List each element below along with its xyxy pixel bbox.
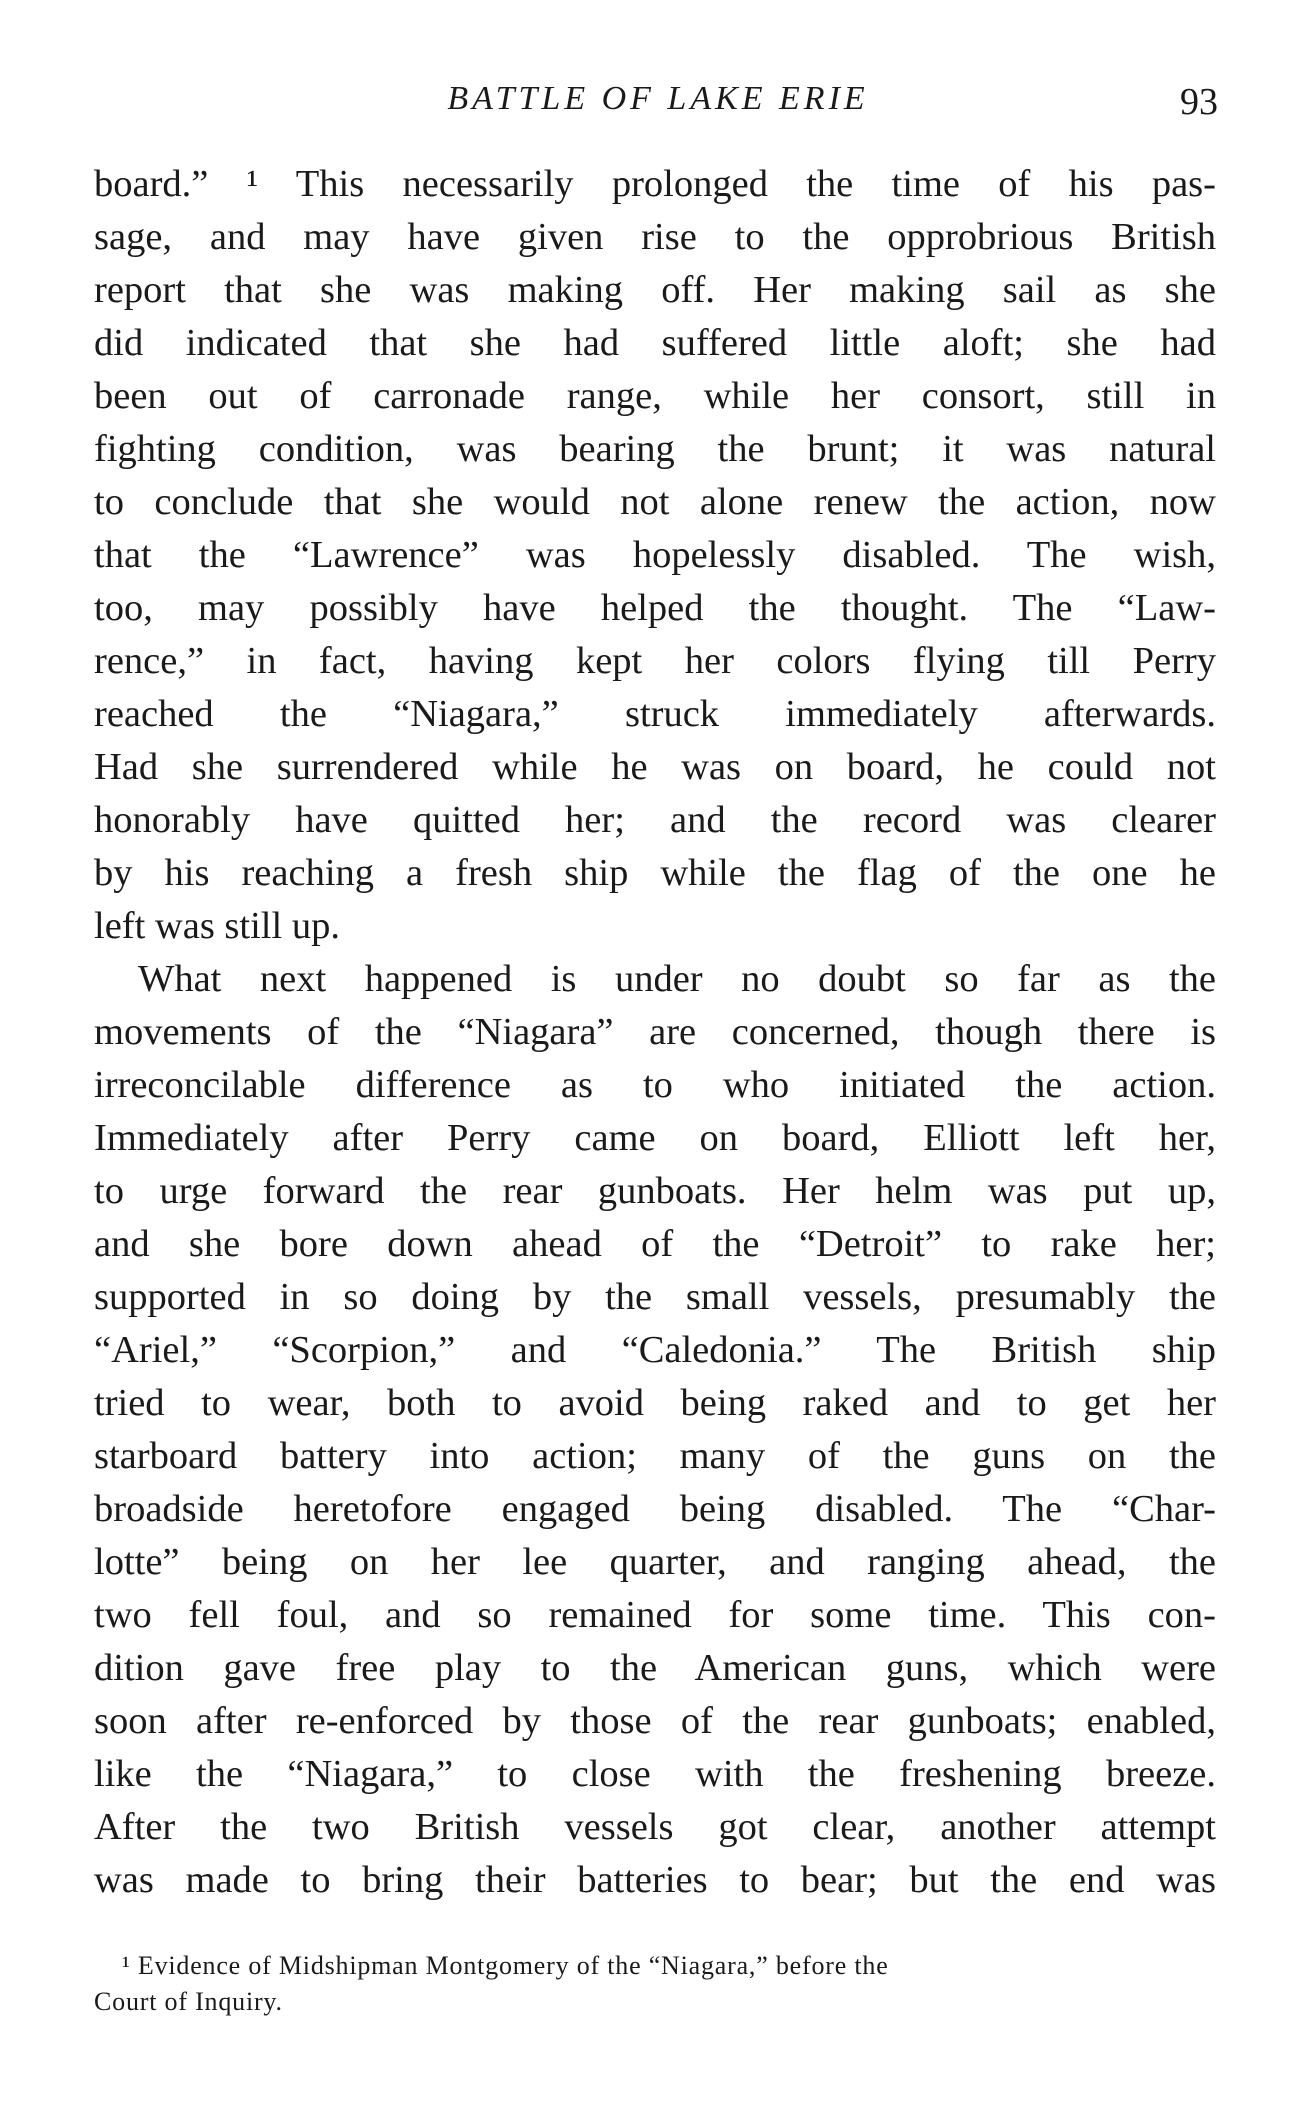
text-line: Immediately after Perry came on board, Elliott left her,: [94, 1117, 1216, 1159]
text-line: did indicated that she had suffered little aloft; she had: [94, 322, 1216, 364]
text-line: fighting condition, was bearing the brunt; it was natural: [94, 428, 1216, 470]
text-line: Had she surrendered while he was on board, he could not: [94, 746, 1216, 788]
text-line: What next happened is under no doubt so far as the: [138, 958, 1216, 1000]
text-line: report that she was making off. Her making sail as she: [94, 269, 1216, 311]
text-line: tried to wear, both to avoid being raked and to get her: [94, 1382, 1216, 1424]
text-line: lotte” being on her lee quarter, and ranging ahead, the: [94, 1541, 1216, 1583]
text-line: rence,” in fact, having kept her colors flying till Perry: [94, 640, 1216, 682]
text-line: supported in so doing by the small vessels, presumably the: [94, 1276, 1216, 1318]
running-title: BATTLE OF LAKE ERIE: [447, 80, 869, 117]
text-line: left was still up.: [94, 905, 340, 947]
text-line: starboard battery into action; many of the guns on the: [94, 1435, 1216, 1477]
text-line: to conclude that she would not alone renew the action, now: [94, 481, 1216, 523]
text-line: too, may possibly have helped the thought. The “Law-: [94, 587, 1216, 629]
text-line: board.” ¹ This necessarily prolonged the time of his pas-: [94, 163, 1216, 205]
text-line: soon after re-enforced by those of the rear gunboats; enabled,: [94, 1700, 1216, 1742]
text-line: dition gave free play to the American guns, which were: [94, 1647, 1216, 1689]
text-line: like the “Niagara,” to close with the freshening breeze.: [94, 1753, 1216, 1795]
footnote: [94, 1948, 1216, 2020]
text-line: honorably have quitted her; and the record was clearer: [94, 799, 1216, 841]
text-line: to urge forward the rear gunboats. Her helm was put up,: [94, 1170, 1216, 1212]
text-line: After the two British vessels got clear, another attempt: [94, 1806, 1216, 1848]
text-line: by his reaching a fresh ship while the flag of the one he: [94, 852, 1216, 894]
text-line: and she bore down ahead of the “Detroit” to rake her;: [94, 1223, 1216, 1265]
footnote-line: Court of Inquiry.: [94, 1987, 283, 2016]
text-line: “Ariel,” “Scorpion,” and “Caledonia.” The British ship: [94, 1329, 1216, 1371]
footnote-line: ¹ Evidence of Midshipman Montgomery of the “Niagara,” before the: [122, 1951, 889, 1980]
text-line: reached the “Niagara,” struck immediately afterwards.: [94, 693, 1216, 735]
text-line: two fell foul, and so remained for some time. This con-: [94, 1594, 1216, 1636]
text-line: that the “Lawrence” was hopelessly disabled. The wish,: [94, 534, 1216, 576]
page-number: 93: [1180, 81, 1218, 123]
main-text: [94, 158, 1216, 1907]
text-line: movements of the “Niagara” are concerned, though there is: [94, 1011, 1216, 1053]
page-header: [98, 80, 1218, 130]
text-line: sage, and may have given rise to the opprobrious British: [94, 216, 1216, 258]
text-line: was made to bring their batteries to bear; but the end was: [94, 1859, 1216, 1901]
text-line: broadside heretofore engaged being disabled. The “Char-: [94, 1488, 1216, 1530]
text-line: been out of carronade range, while her consort, still in: [94, 375, 1216, 417]
text-line: irreconcilable difference as to who initiated the action.: [94, 1064, 1216, 1106]
